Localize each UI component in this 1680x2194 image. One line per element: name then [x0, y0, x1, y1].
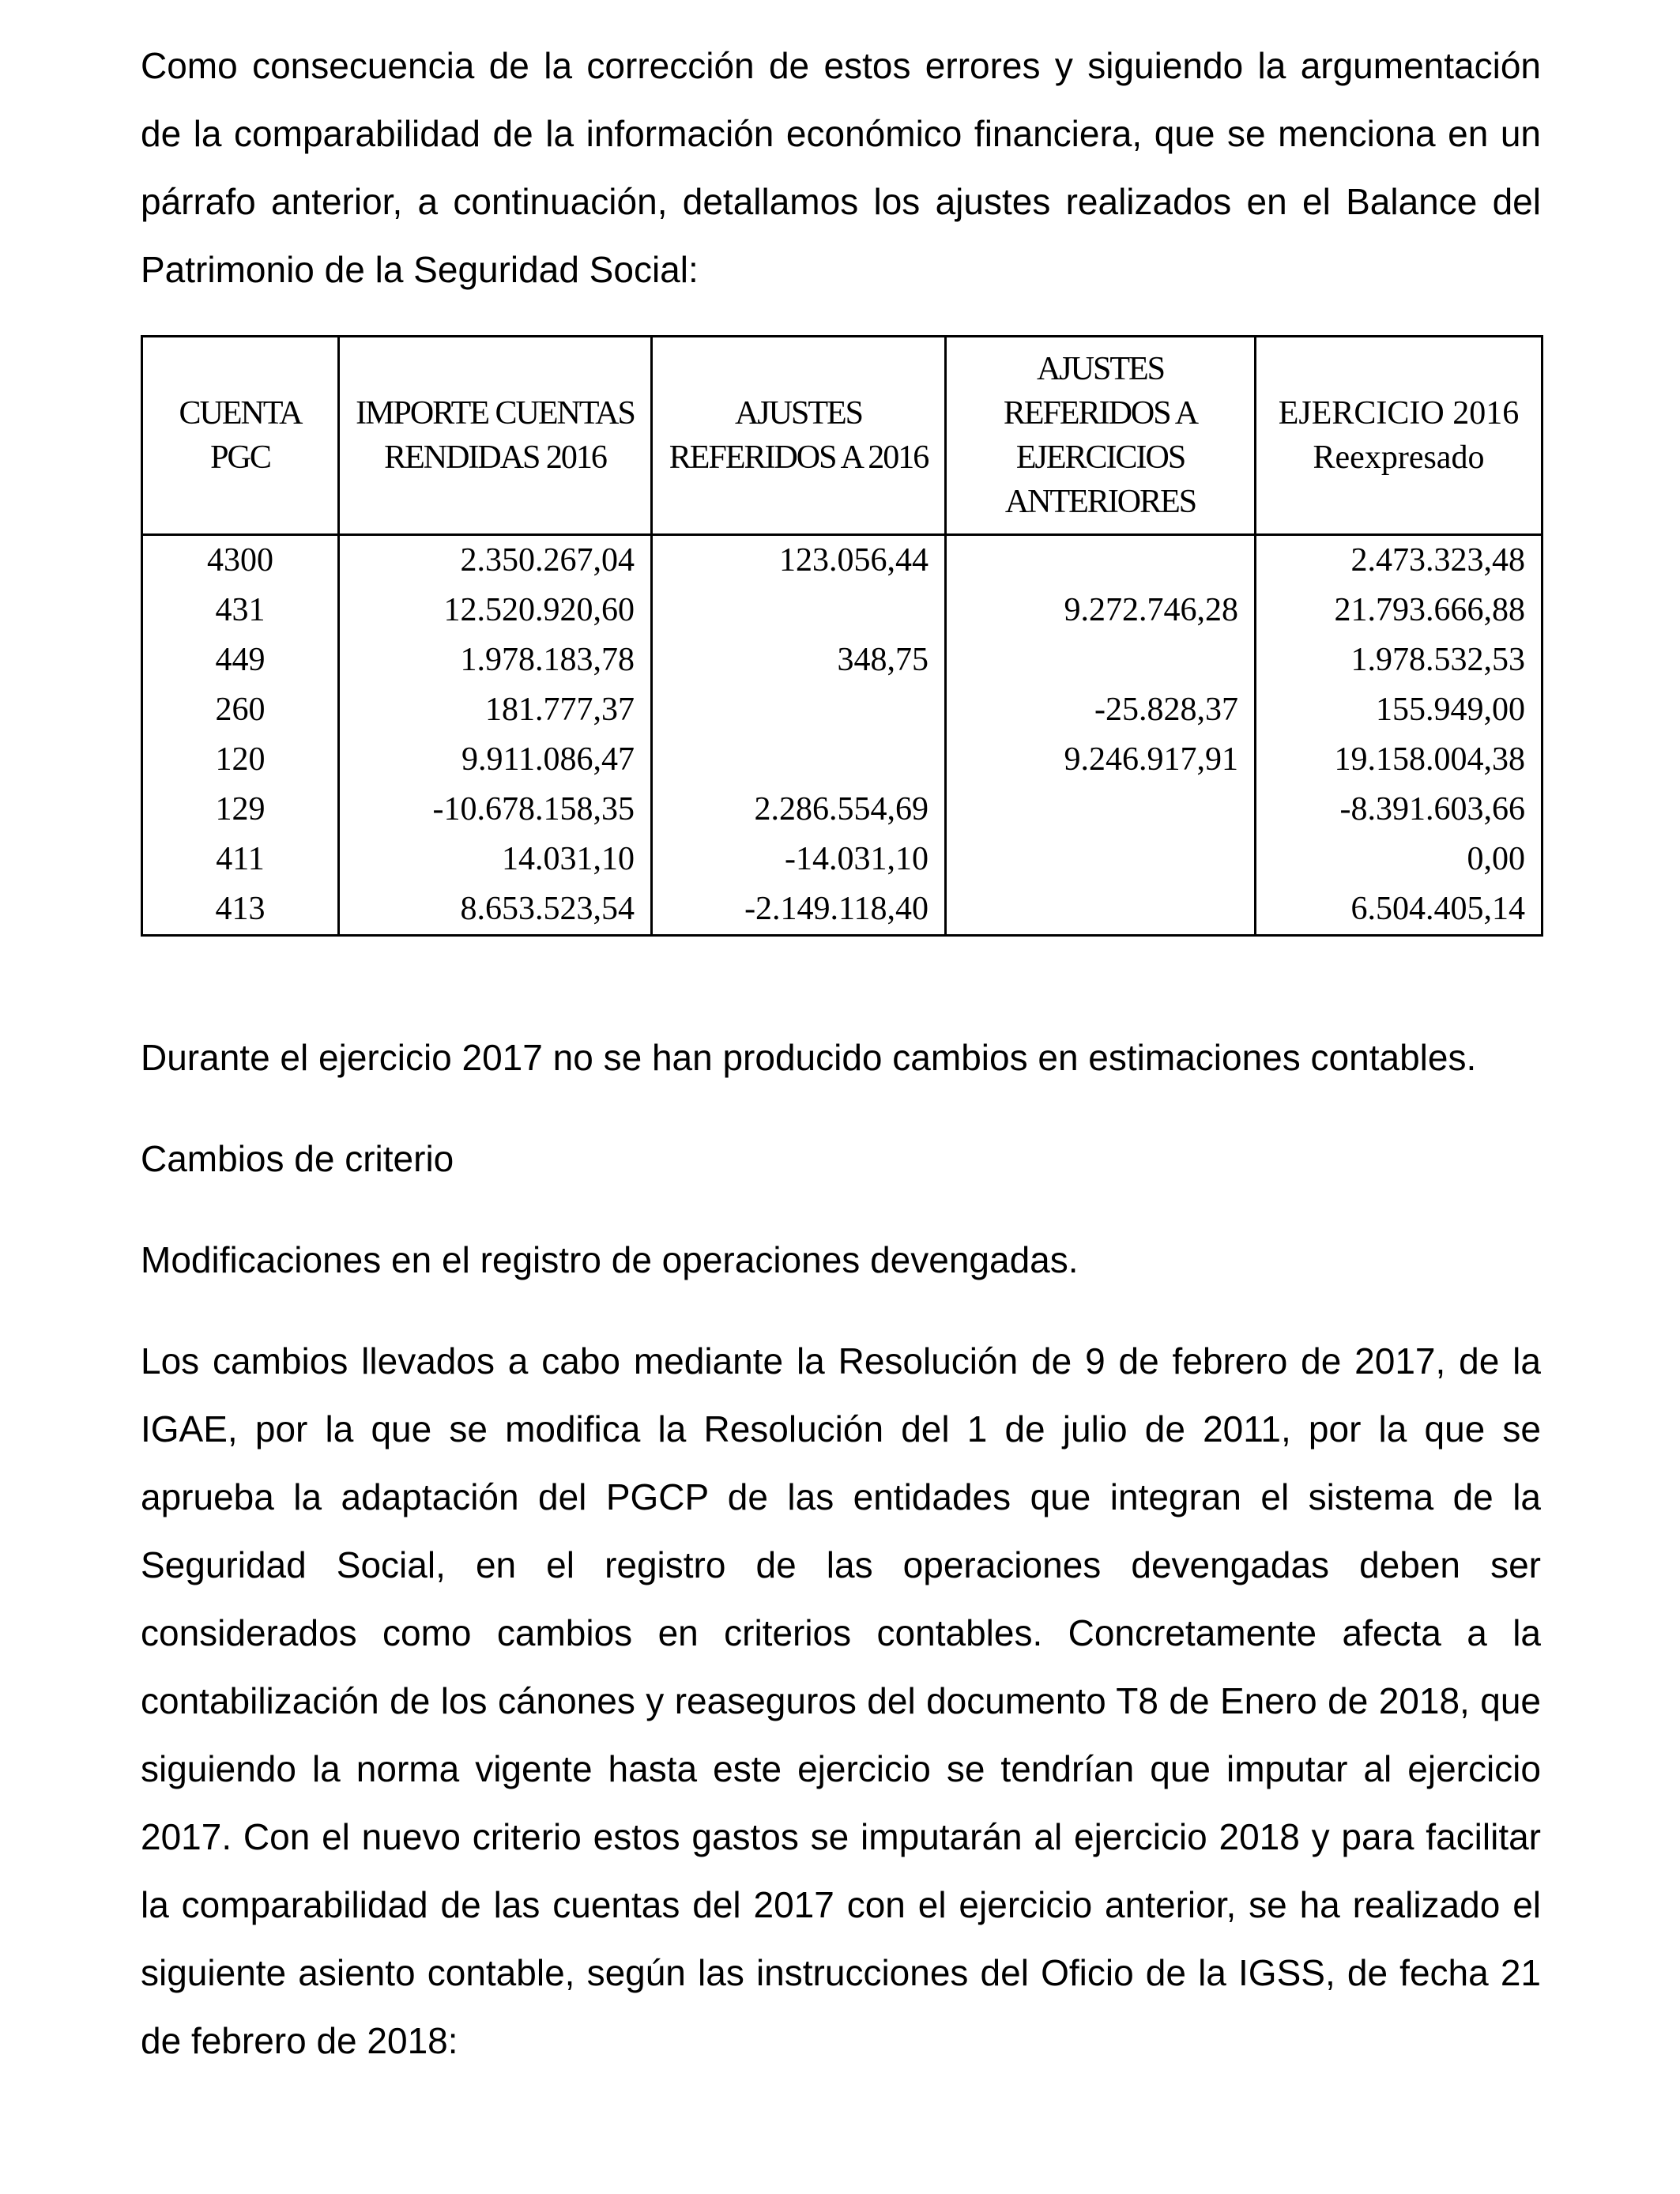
cell-ajustes-anteriores: 9.272.746,28 — [946, 586, 1256, 635]
cell-importe: 1.978.183,78 — [339, 635, 652, 685]
cell-ajustes-anteriores — [946, 835, 1256, 884]
intro-paragraph: Como consecuencia de la corrección de estos errores y siguiendo la argumentación de la comparabilidad de la información económico financiera, que se menciona en un párrafo anterior, a continuación, detallamos los ajustes realizados en el Balance del Patrimonio de la Seguridad Social: — [141, 45, 1541, 290]
cell-cuenta: 431 — [142, 586, 339, 635]
cell-importe: 181.777,37 — [339, 685, 652, 735]
cell-ajustes-anteriores — [946, 884, 1256, 936]
section-heading-modificaciones: Modificaciones en el registro de operaciones devengadas. — [141, 1239, 1079, 1280]
table-row — [142, 785, 1543, 835]
header-cuenta-pgc: CUENTA PGC — [142, 337, 339, 535]
cell-ajustes-anteriores: 9.246.917,91 — [946, 735, 1256, 785]
cell-importe: 9.911.086,47 — [339, 735, 652, 785]
cell-cuenta: 413 — [142, 884, 339, 936]
document-page — [141, 32, 1541, 2075]
table-row — [142, 635, 1543, 685]
cell-ajustes-anteriores: -25.828,37 — [946, 685, 1256, 735]
table-row — [142, 685, 1543, 735]
cell-importe: 12.520.920,60 — [339, 586, 652, 635]
cell-cuenta: 449 — [142, 635, 339, 685]
cell-ajustes-anteriores — [946, 635, 1256, 685]
cell-importe: 2.350.267,04 — [339, 535, 652, 586]
cell-ejercicio: 155.949,00 — [1256, 685, 1543, 735]
table-row — [142, 586, 1543, 635]
cell-importe: 14.031,10 — [339, 835, 652, 884]
cell-ejercicio: 21.793.666,88 — [1256, 586, 1543, 635]
cell-importe: -10.678.158,35 — [339, 785, 652, 835]
header-ejercicio-reexpresado: EJERCICIO 2016 Reexpresado — [1256, 337, 1543, 535]
cell-ejercicio: 1.978.532,53 — [1256, 635, 1543, 685]
cell-ajustes-2016: -2.149.118,40 — [652, 884, 946, 936]
table-header-row — [142, 337, 1543, 535]
cell-importe: 8.653.523,54 — [339, 884, 652, 936]
header-importe-cuentas: IMPORTE CUENTAS RENDIDAS 2016 — [339, 337, 652, 535]
cell-ajustes-anteriores — [946, 785, 1256, 835]
table-row — [142, 835, 1543, 884]
cell-ajustes-2016: -14.031,10 — [652, 835, 946, 884]
cell-ejercicio: 6.504.405,14 — [1256, 884, 1543, 936]
cell-ajustes-2016 — [652, 735, 946, 785]
table-row — [142, 884, 1543, 936]
cell-ajustes-2016: 348,75 — [652, 635, 946, 685]
cell-cuenta: 129 — [142, 785, 339, 835]
estimaciones-paragraph: Durante el ejercicio 2017 no se han producido cambios en estimaciones contables. — [141, 1037, 1477, 1078]
cell-cuenta: 4300 — [142, 535, 339, 586]
cell-cuenta: 120 — [142, 735, 339, 785]
cell-cuenta: 260 — [142, 685, 339, 735]
section-heading-cambios-criterio: Cambios de criterio — [141, 1138, 454, 1179]
cell-ajustes-2016 — [652, 586, 946, 635]
cell-ejercicio: 2.473.323,48 — [1256, 535, 1543, 586]
header-ajustes-anteriores: AJUSTES REFERIDOS A EJERCICIOS ANTERIORES — [946, 337, 1256, 535]
final-paragraph: Los cambios llevados a cabo mediante la Resolución de 9 de febrero de 2017, de la IGAE, por la que se modifica la Resolución del 1 de julio de 2011, por la que se aprueba la adaptación del PGCP de las entidades que integran el sistema de la Seguridad Social, en el registro de las operaciones devengadas deben ser considerados como cambios en criterios contables. Concretamente afecta a la contabilización de los cánones y reaseguros del documento T8 de Enero de 2018, que siguiendo la norma vigente hasta este ejercicio se tendrían que imputar al ejercicio 2017. Con el nuevo criterio estos gastos se imputarán al ejercicio 2018 y para facilitar la comparabilidad de las cuentas del 2017 con el ejercicio anterior, se ha realizado el siguiente asiento contable, según las instrucciones del Oficio de la IGSS, de fecha 21 de febrero de 2018: — [141, 1340, 1541, 2061]
cell-ajustes-2016 — [652, 685, 946, 735]
cell-ajustes-anteriores — [946, 535, 1256, 586]
cell-ajustes-2016: 123.056,44 — [652, 535, 946, 586]
header-ajustes-2016: AJUSTES REFERIDOS A 2016 — [652, 337, 946, 535]
cell-ejercicio: 19.158.004,38 — [1256, 735, 1543, 785]
cell-ajustes-2016: 2.286.554,69 — [652, 785, 946, 835]
table-row — [142, 735, 1543, 785]
adjustments-table — [141, 335, 1543, 937]
table-row — [142, 535, 1543, 586]
cell-ejercicio: -8.391.603,66 — [1256, 785, 1543, 835]
cell-ejercicio: 0,00 — [1256, 835, 1543, 884]
cell-cuenta: 411 — [142, 835, 339, 884]
